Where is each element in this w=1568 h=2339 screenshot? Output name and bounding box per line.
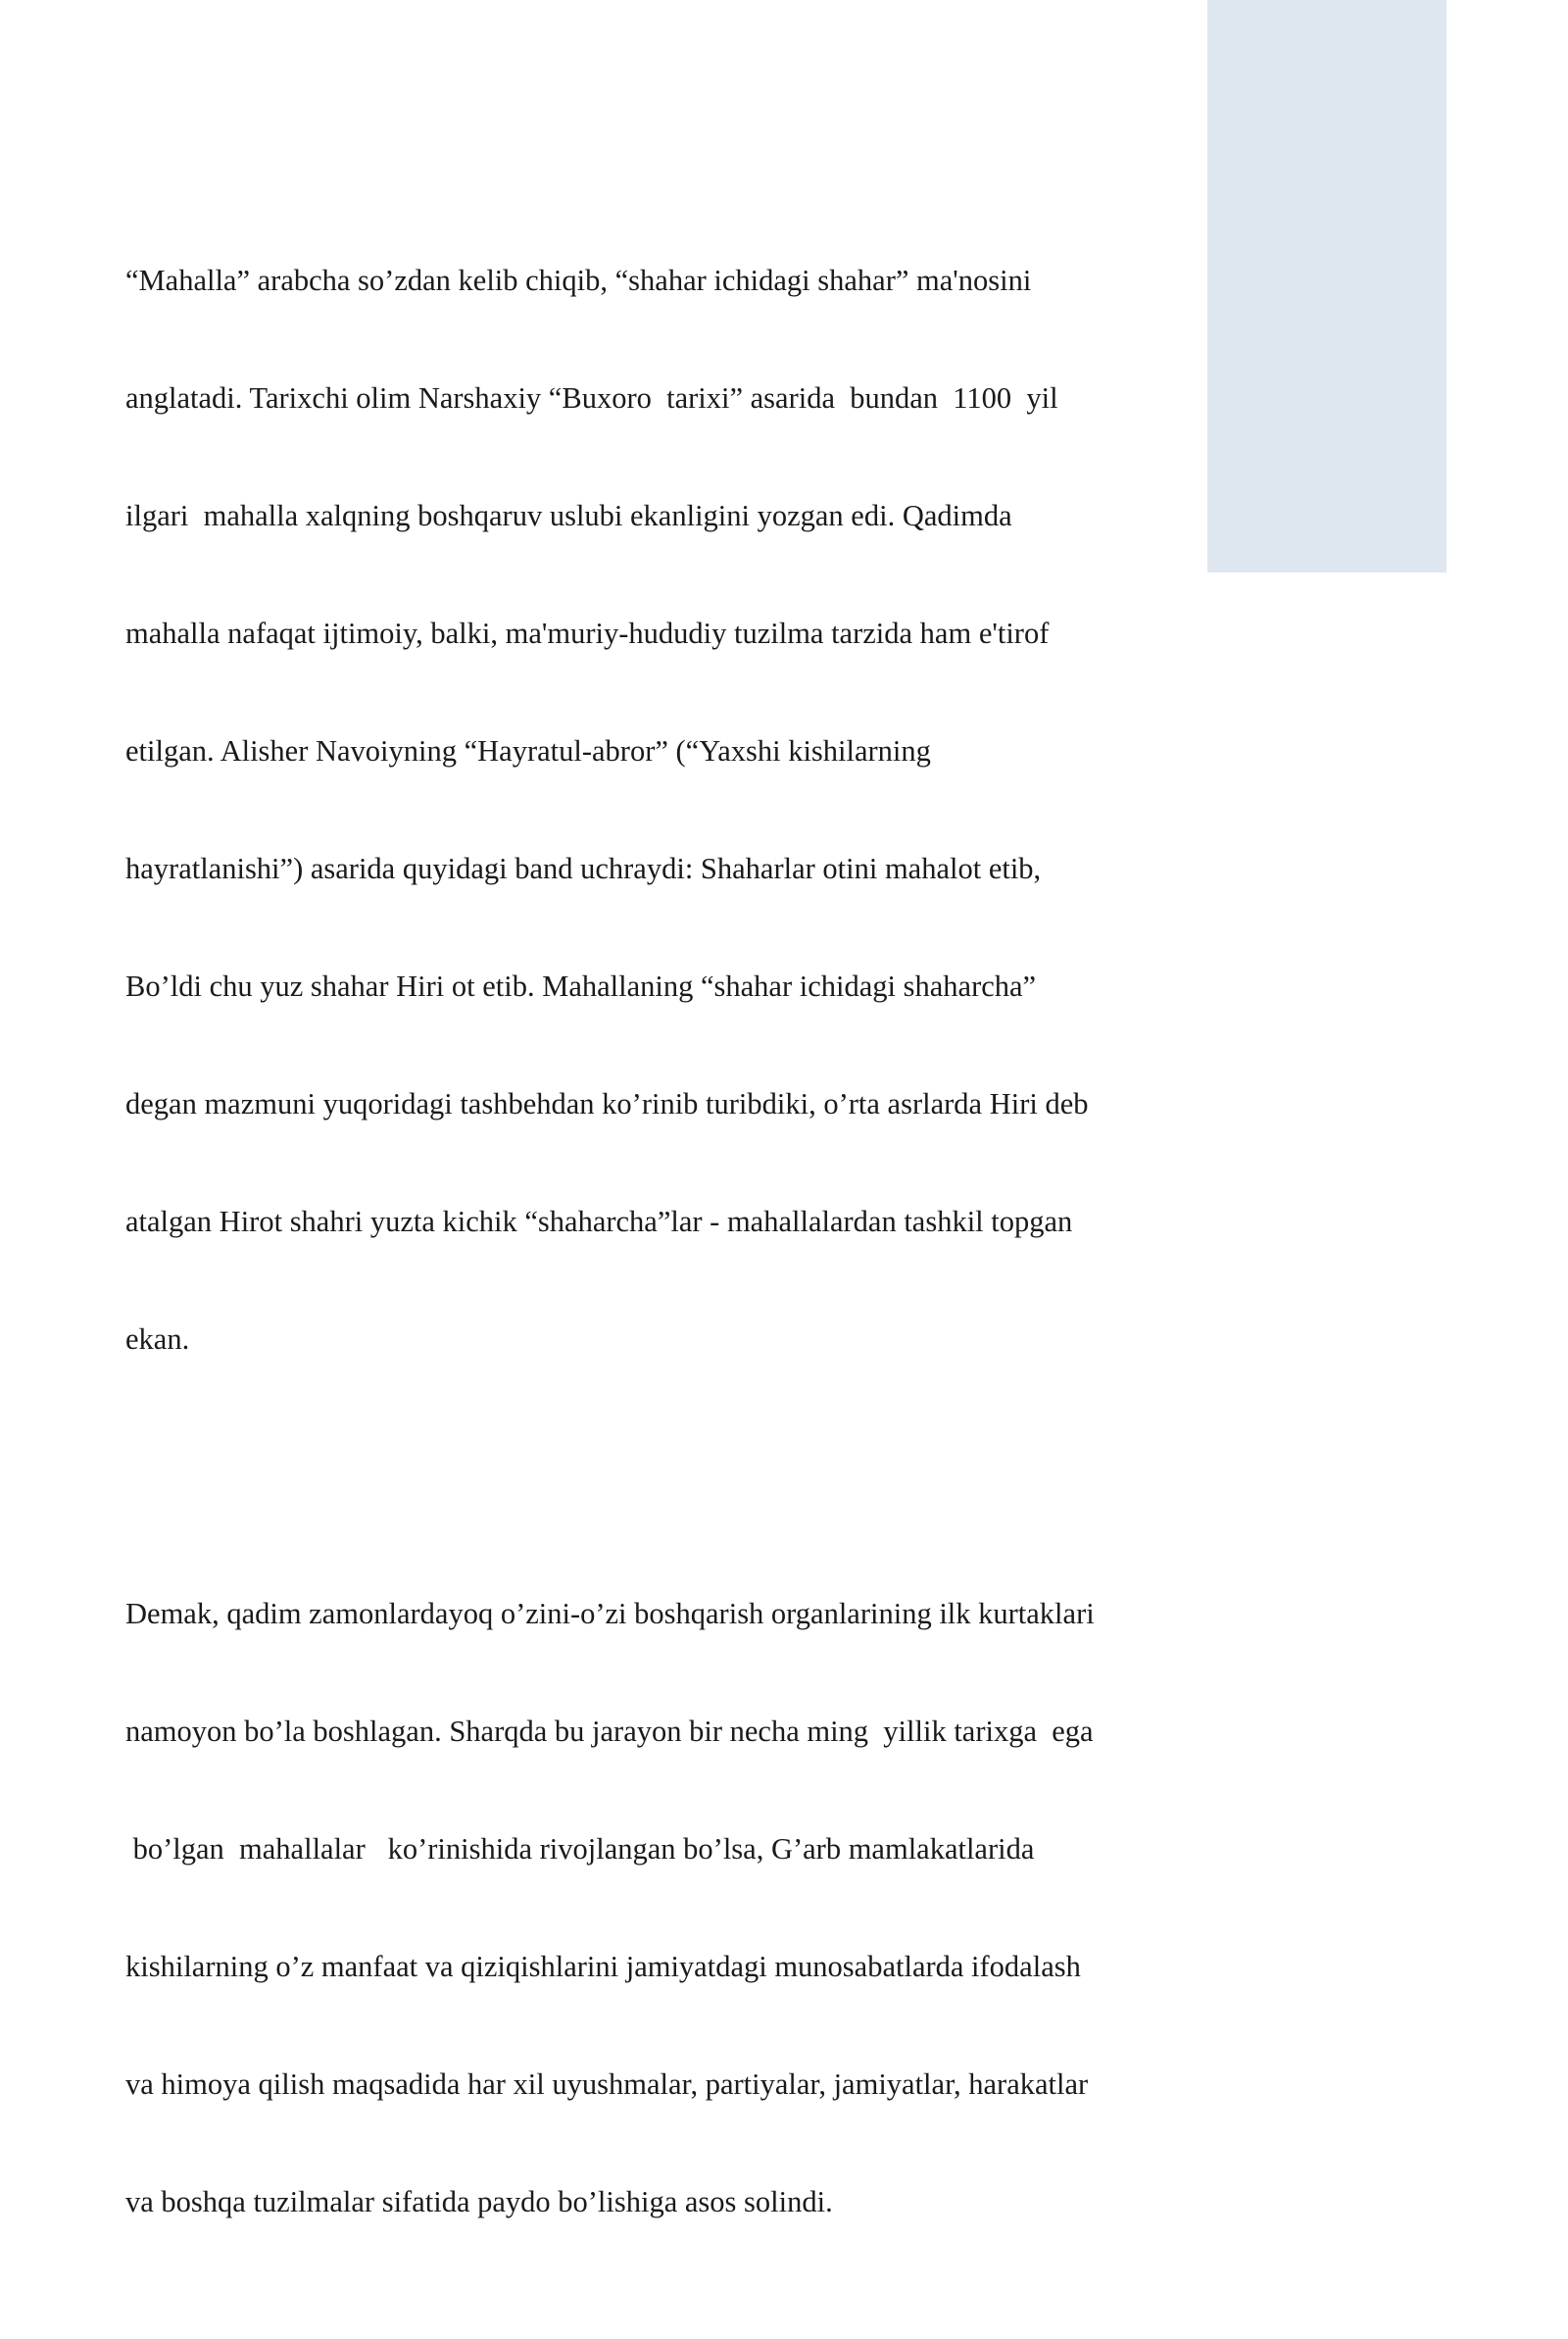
text-line: kishilarning o’z manfaat va qiziqishlarini jamiyatdagi munosabatlarda ifodalash bbox=[125, 1950, 1081, 1983]
paragraph-mahalla-origin bbox=[125, 182, 1203, 1437]
text-line: Demak, qadim zamonlardayoq o’zini-o’zi boshqarish organlarining ilk kurtaklari bbox=[125, 1597, 1095, 1630]
text-line: etilgan. Alisher Navoiyning “Hayratul-abror” (“Yaxshi kishilarning bbox=[125, 734, 931, 768]
text-line: bo’lgan mahallalar ko’rinishida rivojlangan bo’lsa, G’arb mamlakatlarida bbox=[125, 1832, 1035, 1866]
text-line: ekan. bbox=[125, 1322, 190, 1356]
paragraph-self-governance bbox=[125, 1516, 1203, 2300]
text-line: “Mahalla” arabcha so’zdan kelib chiqib, “shahar ichidagi shahar” ma'nosini bbox=[125, 264, 1032, 297]
text-line: hayratlanishi”) asarida quyidagi band uchraydi: Shaharlar otini mahalot etib, bbox=[125, 852, 1042, 885]
text-line: va himoya qilish maqsadida har xil uyushmalar, partiyalar, jamiyatlar, harakatlar bbox=[125, 2067, 1089, 2101]
text-line: degan mazmuni yuqoridagi tashbehdan ko’rinib turibdiki, o’rta asrlarda Hiri deb bbox=[125, 1087, 1089, 1120]
text-line: Bo’ldi chu yuz shahar Hiri ot etib. Mahallaning “shahar ichidagi shaharcha” bbox=[125, 970, 1037, 1003]
slide-body-text bbox=[125, 104, 1203, 2339]
text-line: mahalla nafaqat ijtimoiy, balki, ma'muriy-hududiy tuzilma tarzida ham e'tirof bbox=[125, 617, 1050, 650]
text-line: namoyon bo’la boshlagan. Sharqda bu jarayon bir necha ming yillik tarixga ega bbox=[125, 1715, 1094, 1748]
text-line: va boshqa tuzilmalar sifatida paydo bo’lishiga asos solindi. bbox=[125, 2185, 833, 2218]
text-line: atalgan Hirot shahri yuzta kichik “shaharcha”lar - mahallalardan tashkil topgan bbox=[125, 1205, 1073, 1238]
text-line: ilgari mahalla xalqning boshqaruv uslubi ekanligini yozgan edi. Qadimda bbox=[125, 499, 1012, 532]
decorative-accent-panel bbox=[1207, 0, 1446, 572]
text-line: anglatadi. Tarixchi olim Narshaxiy “Buxoro tarixi” asarida bundan 1100 yil bbox=[125, 381, 1058, 415]
